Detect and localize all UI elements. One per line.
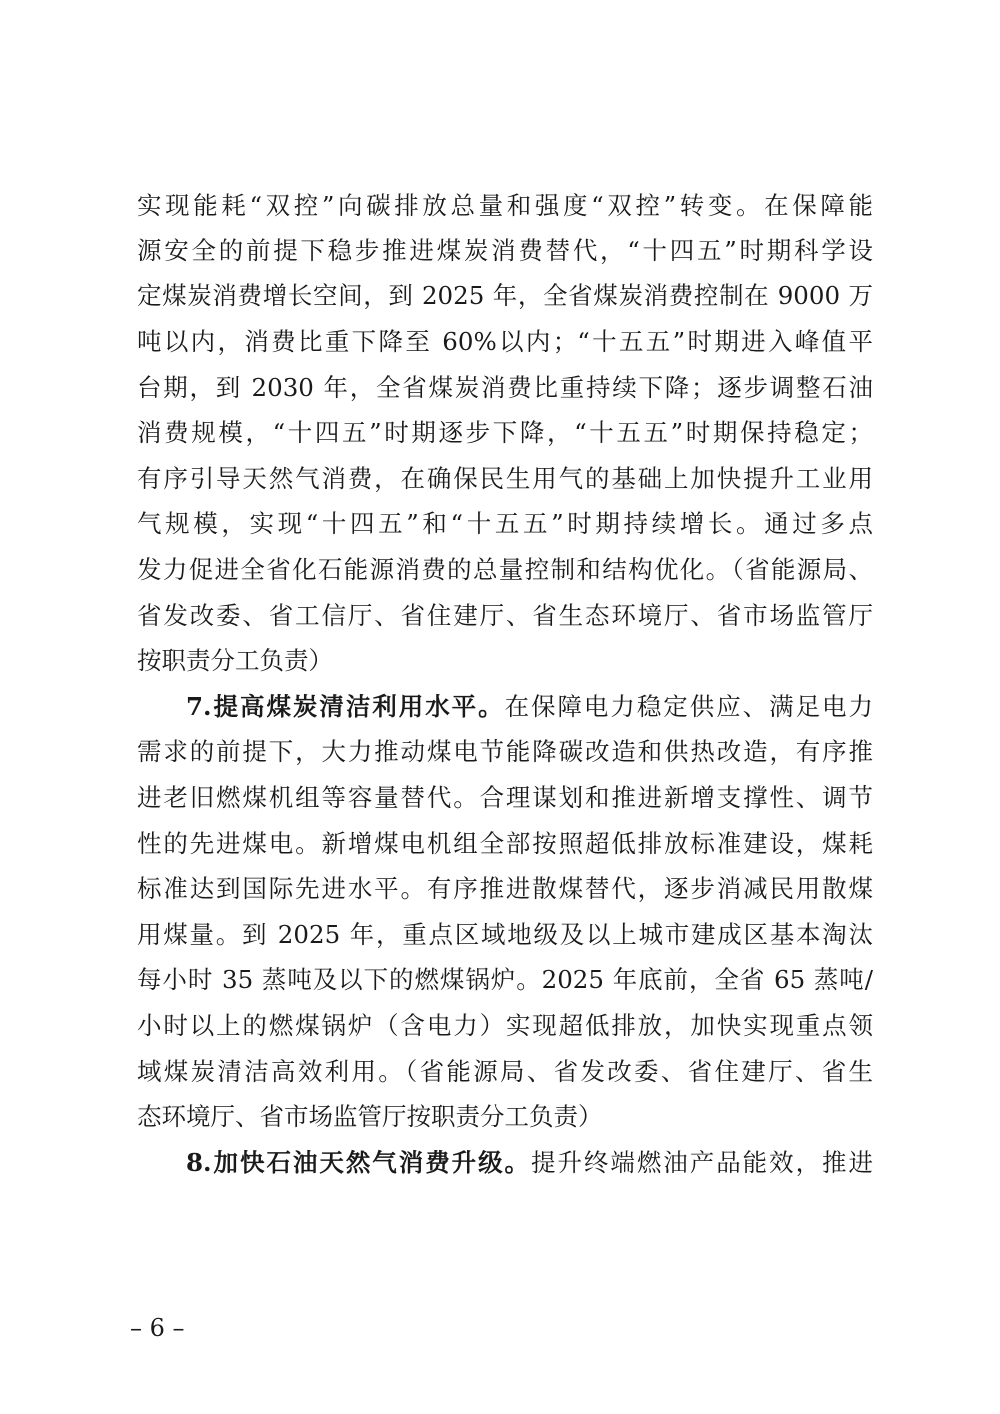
text-line: 每小时 35 蒸吨及以下的燃煤锅炉。2025 年底前，全省 65 蒸吨/ [137,965,873,994]
text-line: 需求的前提下，大力推动煤电节能降碳改造和供热改造，有序推 [137,737,873,766]
text-line: 按职责分工负责） [137,646,333,675]
page-number: – 6 – [130,1314,185,1342]
section-7-first-line [186,687,873,727]
text-line: 省发改委、省工信厅、省住建厅、省生态环境厅、省市场监管厅 [137,601,873,630]
text-line: 发力促进全省化石能源消费的总量控制和结构优化。（省能源局、 [137,555,873,584]
section-8-first-line-text: 提升终端燃油产品能效，推进 [531,1148,873,1177]
section-8-first-line [186,1143,873,1183]
section-7-heading: 7.提高煤炭清洁利用水平。 [186,692,505,721]
text-line: 用煤量。到 2025 年，重点区域地级及以上城市建成区基本淘汰 [137,920,873,949]
section-8-heading: 8.加快石油天然气消费升级。 [186,1148,532,1177]
text-line: 吨以内，消费比重下降至 60%以内；“十五五”时期进入峰值平 [137,327,873,356]
text-line: 实现能耗“双控”向碳排放总量和强度“双控”转变。在保障能 [137,191,873,220]
text-line: 性的先进煤电。新增煤电机组全部按照超低排放标准建设，煤耗 [137,829,873,858]
text-line: 小时以上的燃煤锅炉（含电力）实现超低排放，加快实现重点领 [137,1011,873,1040]
text-line: 台期，到 2030 年，全省煤炭消费比重持续下降；逐步调整石油 [137,373,873,402]
text-line: 气规模，实现“十四五”和“十五五”时期持续增长。通过多点 [137,509,873,538]
text-line: 域煤炭清洁高效利用。（省能源局、省发改委、省住建厅、省生 [137,1057,873,1086]
text-line: 有序引导天然气消费，在确保民生用气的基础上加快提升工业用 [137,464,873,493]
text-line: 进老旧燃煤机组等容量替代。合理谋划和推进新增支撑性、调节 [137,783,873,812]
text-line: 定煤炭消费增长空间，到 2025 年，全省煤炭消费控制在 9000 万 [137,281,873,310]
text-line: 态环境厅、省市场监管厅按职责分工负责） [137,1102,603,1131]
text-line: 源安全的前提下稳步推进煤炭消费替代，“十四五”时期科学设 [137,236,873,265]
text-line: 消费规模，“十四五”时期逐步下降，“十五五”时期保持稳定； [137,418,873,447]
section-7-first-line-text: 在保障电力稳定供应、满足电力 [504,692,874,721]
text-line: 标准达到国际先进水平。有序推进散煤替代，逐步消减民用散煤 [137,874,873,903]
